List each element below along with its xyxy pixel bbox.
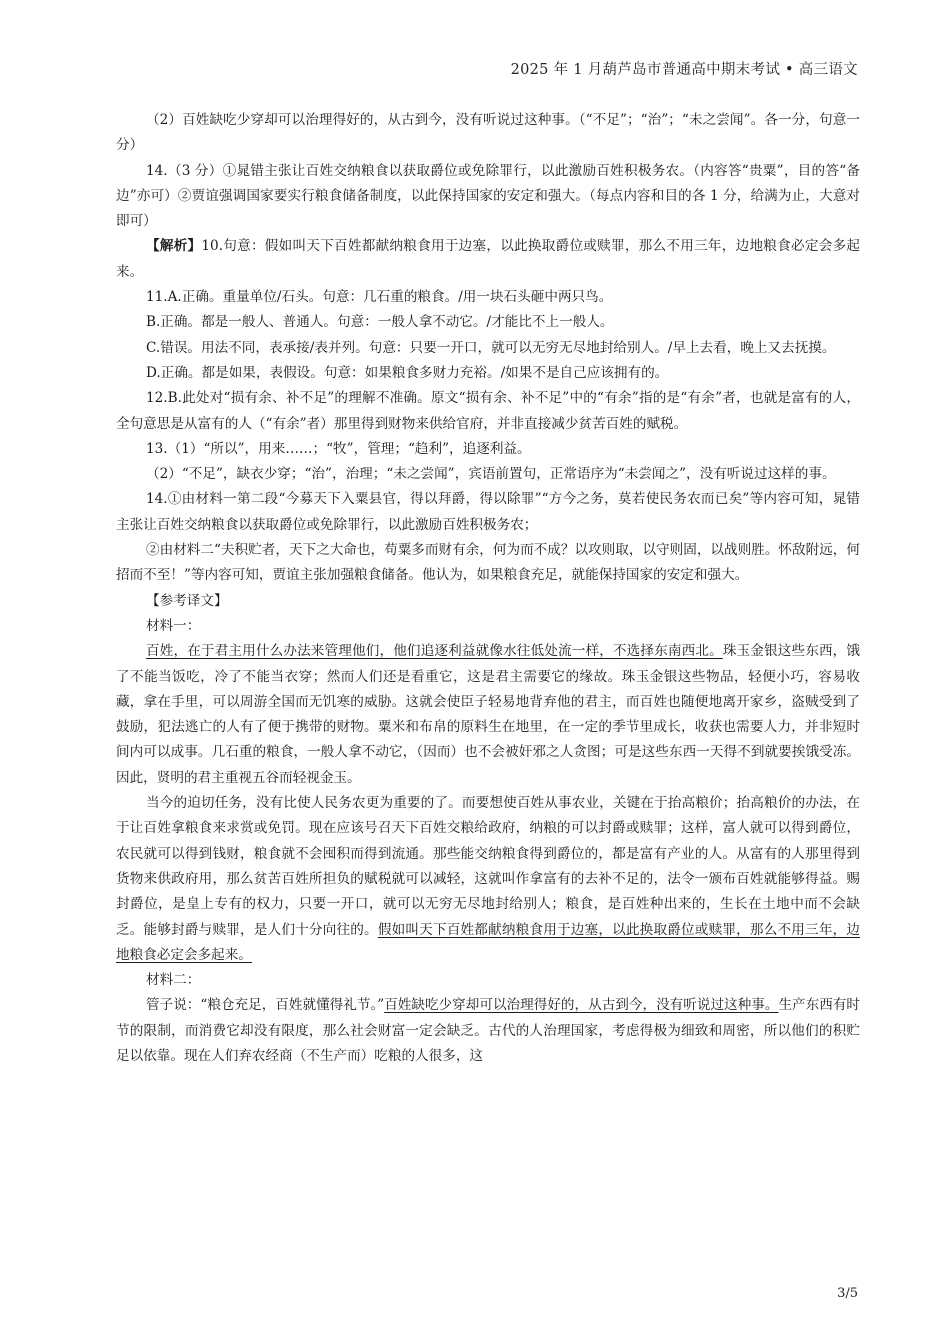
analysis-q12: 12.B.此处对“损有余、补不足”的理解不准确。原文“损有余、补不足”中的“有余”指的是“有余”者，也就是富有的人，全句意思是从富有的人（“有余”者）那里得到财物来供给官府，并非直接减少贫苦百姓的赋税。 — [116, 390, 860, 432]
material-2-quote: 管子说：“粮仓充足，百姓就懂得礼节。” — [146, 997, 385, 1014]
material-1-underlined-1: 百姓，在于君主用什么办法来管理他们，他们追逐利益就像水往低处流一样，不选择东南西北。 — [146, 643, 723, 660]
material-2-label: 材料二： — [146, 972, 201, 989]
analysis-q11c: C.错误。用法不同，表承接/表并列。句意：只要一开口，就可以无穷无尽地封给别人。/早上去看，晚上又去抚摸。 — [146, 339, 836, 356]
material-1-para-2 — [116, 791, 860, 968]
answer-content — [116, 108, 860, 1069]
analysis-q10-text: 10.句意：假如叫天下百姓都献纳粮食用于边塞，以此换取爵位或赎罪，那么不用三年，边地粮食必定会多起来。 — [116, 238, 860, 280]
analysis-q14-2: ②由材料二“夫积贮者，天下之大命也，苟粟多而财有余，何为而不成？以攻则取，以守则固，以战则胜。怀敌附远，何招而不至！”等内容可知，贾谊主张加强粮食储备。他认为，如果粮食充足，就能保持国家的安定和强大。 — [116, 542, 860, 584]
material-2-para-1 — [116, 993, 860, 1069]
analysis-q13-1: 13.（1）“所以”，用来……；“牧”，管理；“趋利”，追逐利益。 — [146, 440, 531, 457]
answer-13-2: （2）百姓缺吃少穿却可以治理得好的，从古到今，没有听说过这种事。（“不足”；“治”；“未之尝闻”。各一分，句意一分） — [116, 112, 860, 154]
material-1-para-2-text: 当今的迫切任务，没有比使人民务农更为重要的了。而要想使百姓从事农业，关键在于抬高粮价；抬高粮价的办法，在于让百姓拿粮食来求赏或免罚。现在应该号召天下百姓交粮给政府，纳粮的可以封爵或赎罪；这样，富人就可以得到爵位，农民就可以得到钱财，粮食就不会囤积而得到流通。那些能交纳粮食得到爵位的，都是富有产业的人。从富有的人那里得到货物来供政府用，那么贫苦百姓所担负的赋税就可以减轻，这就叫作拿富有的去补不足的，法令一颁布百姓就能够得益。赐封爵位，是皇上专有的权力，只要一开口，就可以无穷无尽地封给别人；粮食，是百姓种出来的，生长在土地中而不会缺乏。能够封爵与赎罪，是人们十分向往的。 — [116, 795, 860, 938]
material-1-para-1-rest: 珠玉金银这些东西，饿了不能当饭吃，冷了不能当衣穿；然而人们还是看重它，这是君主需要它的缘故。珠玉金银这些物品，轻便小巧，容易收藏，拿在手里，可以周游全国而无饥寒的威胁。这就会使臣子轻易地背弃他的君主，而百姓也随便地离开家乡，盗贼受到了鼓励，犯法逃亡的人有了便于携带的财物。粟米和布帛的原料生在地里，在一定的季节里成长，收获也需要人力，并非短时间内可以成事。几石重的粮食，一般人拿不动它，（因而）也不会被奸邪之人贪图；可是这些东西一天得不到就要挨饿受冻。因此，贤明的君主重视五谷而轻视金玉。 — [116, 643, 861, 786]
material-1-label: 材料一： — [146, 617, 201, 634]
analysis-q10 — [116, 234, 860, 285]
page-header: 2025 年 1 月葫芦岛市普通高中期末考试 • 高三语文 — [510, 62, 858, 78]
answer-14: 14.（3 分）①晁错主张让百姓交纳粮食以获取爵位或免除罪行，以此激励百姓积极务农。（内容答“贵粟”，目的答“备边”亦可）②贾谊强调国家要实行粮食储备制度，以此保持国家的安定和强大。（每点内容和目的各 1 分，给满为止，大意对即可） — [116, 162, 860, 230]
material-1-para-1 — [116, 639, 860, 791]
analysis-q13-2: （2）“不足”，缺衣少穿；“治”，治理；“未之尝闻”，宾语前置句，正常语序为“未尝闻之”，没有听说过这样的事。 — [146, 466, 836, 483]
analysis-label: 【解析】 — [146, 238, 202, 255]
material-2-underlined: 百姓缺吃少穿却可以治理得好的，从古到今，没有听说过这种事。 — [384, 997, 779, 1014]
analysis-q11a: 11.A.正确。重量单位/石头。句意：几石重的粮食。/用一块石头砸中两只鸟。 — [146, 289, 613, 306]
translation-label: 【参考译文】 — [146, 592, 228, 609]
page-number: 3/5 — [837, 1286, 858, 1301]
analysis-q11b: B.正确。都是一般人、普通人。句意：一般人拿不动它。/才能比不上一般人。 — [146, 314, 614, 331]
material-2-para-1-rest: 生产东西有时节的限制，而消费它却没有限度，那么社会财富一定会缺乏。古代的人治理国家，考虑得极为细致和周密，所以他们的积贮足以依靠。现在人们弃农经商（不生产而）吃粮的人很多，这 — [116, 997, 861, 1064]
analysis-q11d: D.正确。都是如果，表假设。句意：如果粮食多财力充裕。/如果不是自己应该拥有的。 — [146, 364, 669, 381]
analysis-q14-1: 14.①由材料一第二段“今募天下入粟县官，得以拜爵，得以除罪”“方今之务，莫若使民务农而已矣”等内容可知，晁错主张让百姓交纳粮食以获取爵位或免除罪行，以此激励百姓积极务农； — [116, 491, 860, 533]
material-1-underlined-2: 假如叫天下百姓都献纳粮食用于边塞，以此换取爵位或赎罪，那么不用三年，边地粮食必定会多起来。 — [116, 921, 860, 963]
